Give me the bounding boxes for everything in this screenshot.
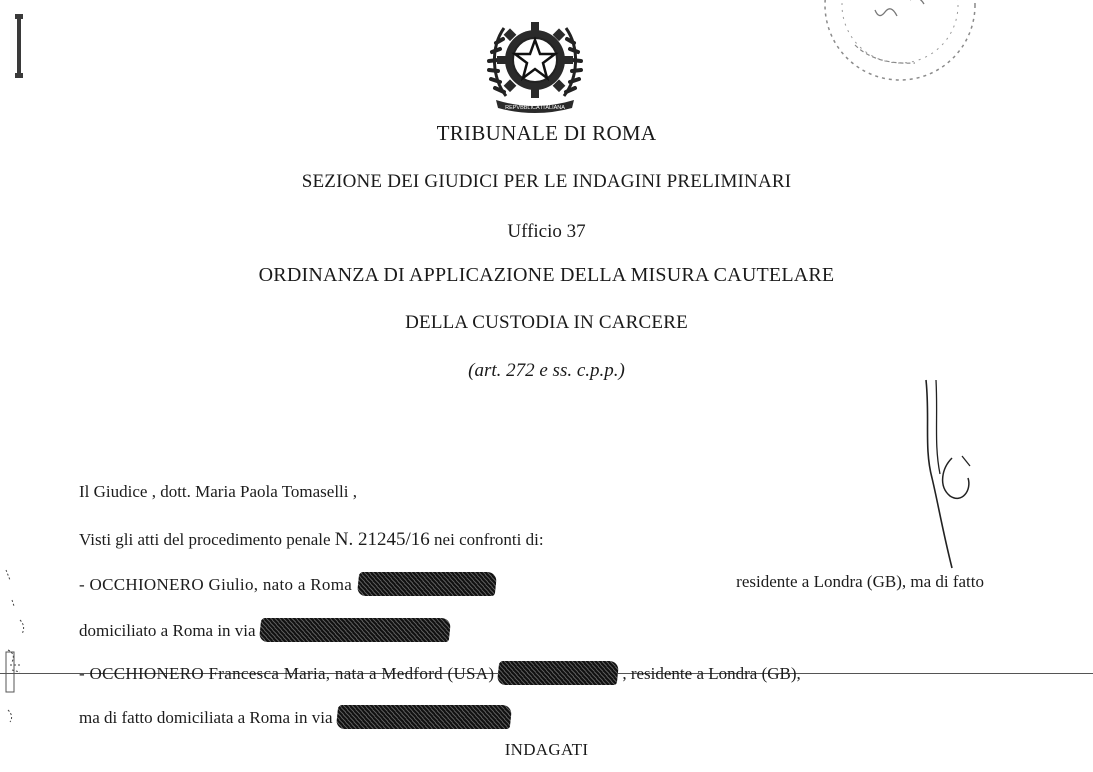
- redaction-block: [258, 618, 451, 642]
- person-1-domicile: domiciliato a Roma in via: [79, 621, 256, 640]
- redaction-block: [497, 661, 620, 685]
- redaction-block: [357, 572, 498, 596]
- margin-marks: [0, 560, 60, 740]
- staple-mark: [14, 14, 24, 78]
- proceeding-line: [79, 529, 544, 551]
- person-1-line: [79, 572, 984, 596]
- person-2-domicile-line: [79, 705, 511, 729]
- indagati-heading: INDAGATI: [504, 740, 589, 759]
- office-number: Ufficio 37: [507, 221, 586, 242]
- person-1-domicile-line: [79, 618, 450, 642]
- redaction-block: [335, 705, 512, 729]
- judge-line: Il Giudice , dott. Maria Paola Tomaselli ,: [79, 482, 357, 501]
- proceeding-suffix: nei confronti di:: [429, 530, 544, 549]
- person-2-line: [79, 661, 984, 685]
- person-1-residence: residente a Londra (GB), ma di fatto: [736, 572, 984, 591]
- person-1-name-birthplace: - OCCHIONERO Giulio, nato a Roma: [79, 575, 353, 594]
- round-stamp: [815, 0, 985, 100]
- order-title-line-1: ORDINANZA DI APPLICAZIONE DELLA MISURA CAUTELARE: [258, 264, 835, 286]
- proceeding-number: N. 21245/16: [334, 529, 430, 550]
- proceeding-prefix: Visti gli atti del procedimento penale: [79, 530, 335, 549]
- court-section: SEZIONE DEI GIUDICI PER LE INDAGINI PRELIMINARI: [301, 171, 792, 192]
- person-2-domicile: ma di fatto domiciliata a Roma in via: [79, 708, 333, 727]
- court-name: TRIBUNALE DI ROMA: [436, 121, 657, 145]
- emblem-ribbon-text: REPVBBLICA ITALIANA: [505, 105, 565, 111]
- handwritten-signature: [912, 378, 992, 578]
- legal-article-reference: (art. 272 e ss. c.p.p.): [468, 360, 625, 381]
- person-2-name-birthplace: - OCCHIONERO Francesca Maria, nata a Medford (USA): [79, 664, 495, 683]
- person-2-residence: , residente a Londra (GB),: [622, 664, 801, 683]
- order-title-line-2: DELLA CUSTODIA IN CARCERE: [405, 312, 688, 333]
- italian-republic-emblem: [486, 8, 584, 114]
